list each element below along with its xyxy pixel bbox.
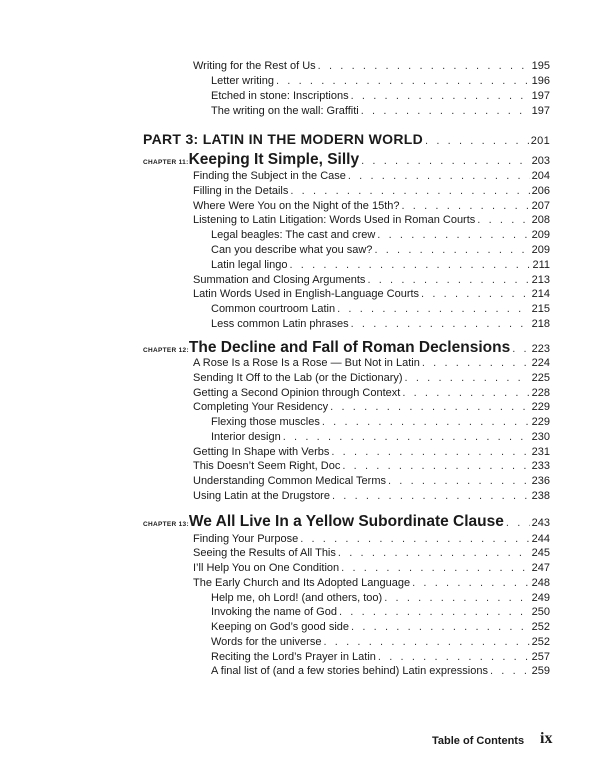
toc-entry-title: A final list of (and a few stories behind) Latin expressions [211, 665, 488, 677]
part-heading[interactable] [143, 131, 550, 149]
toc-entry-title: This Doesn’t Seem Right, Doc [193, 460, 341, 472]
toc-entry-title: Where Were You on the Night of the 15th? [193, 200, 400, 212]
toc-entry-page: 250 [531, 606, 550, 618]
leader-dots [374, 244, 529, 256]
toc-entry[interactable] [193, 533, 550, 548]
toc-entry-title: Sending It Off to the Lab (or the Dictionary) [193, 372, 403, 384]
toc-entry-page: 245 [531, 547, 550, 559]
toc-subentry[interactable] [211, 636, 550, 651]
toc-subentry[interactable] [211, 606, 550, 621]
toc-entry-title: Getting a Second Opinion through Context [193, 387, 401, 399]
toc-entry-page: 252 [531, 621, 550, 633]
toc-entry[interactable] [193, 288, 550, 303]
toc-entry-page: 231 [531, 446, 550, 458]
toc-entry-page: 204 [531, 170, 550, 182]
toc-entry-title: Finding the Subject in the Case [193, 170, 346, 182]
toc-entry-title: Seeing the Results of All This [193, 547, 336, 559]
toc-subentry[interactable] [211, 621, 550, 636]
leader-dots [384, 592, 529, 604]
toc-subentry[interactable] [211, 416, 550, 431]
leader-dots [351, 318, 530, 330]
toc-entry-page: 233 [531, 460, 550, 472]
toc-entry[interactable] [193, 562, 550, 577]
toc-entry-title: Finding Your Purpose [193, 533, 299, 545]
toc-entry-page: 257 [531, 651, 550, 663]
toc-entry-page: 197 [531, 90, 550, 102]
leader-dots [337, 303, 530, 315]
toc-entry-page: 224 [531, 357, 550, 369]
chapter-page: 203 [531, 155, 550, 167]
toc-entry-page: 252 [531, 636, 550, 648]
toc-subentry[interactable] [211, 90, 550, 105]
leader-dots [276, 75, 530, 87]
toc-entry-page: 195 [531, 60, 550, 72]
toc-subentry[interactable] [211, 244, 550, 259]
toc-entry-page: 209 [531, 229, 550, 241]
toc-entry-title: Keeping on God’s good side [211, 621, 350, 633]
toc-entry[interactable] [193, 490, 550, 505]
chapter-title: Keeping It Simple, Silly [188, 151, 360, 168]
toc-subentry[interactable] [211, 303, 550, 318]
toc-subentry[interactable] [211, 431, 550, 446]
toc-entry-title: The Early Church and Its Adopted Language [193, 577, 411, 589]
toc-entry[interactable] [193, 387, 550, 402]
toc-entry-page: 218 [531, 318, 550, 330]
toc-subentry[interactable] [211, 651, 550, 666]
toc-entry-page: 211 [532, 259, 550, 271]
part-page: 201 [530, 135, 550, 147]
leader-dots [405, 372, 530, 384]
toc-entry-title: Latin legal lingo [211, 259, 288, 271]
leader-dots [425, 135, 529, 147]
leader-dots [402, 387, 529, 399]
toc-entry[interactable] [193, 170, 550, 185]
toc-entry-page: 249 [531, 592, 550, 604]
toc-entry-title: Words for the universe [211, 636, 322, 648]
chapter-label: CHAPTER 13: [143, 521, 189, 528]
toc-entry-title: Listening to Latin Litigation: Words Used in Roman Courts [193, 214, 476, 226]
toc-entry[interactable] [193, 60, 550, 75]
leader-dots [378, 651, 530, 663]
toc-entry-title: Legal beagles: The cast and crew [211, 229, 376, 241]
toc-entry-page: 238 [531, 490, 550, 502]
toc-entry-title: A Rose Is a Rose Is a Rose — But Not in Latin [193, 357, 420, 369]
toc-entry-page: 229 [531, 401, 550, 413]
toc-entry-title: Summation and Closing Arguments [193, 274, 366, 286]
toc-subentry[interactable] [211, 318, 550, 333]
leader-dots [341, 562, 529, 574]
toc-subentry[interactable] [211, 259, 550, 274]
toc-subentry[interactable] [211, 592, 550, 607]
chapter-page: 243 [531, 517, 550, 529]
toc-entry-title: Can you describe what you saw? [211, 244, 373, 256]
toc-entry-title: Less common Latin phrases [211, 318, 349, 330]
toc-subentry[interactable] [211, 105, 550, 120]
toc-entry-page: 215 [531, 303, 550, 315]
leader-dots [351, 90, 530, 102]
leader-dots [422, 357, 530, 369]
leader-dots [322, 416, 530, 428]
leader-dots [342, 460, 529, 472]
leader-dots [402, 200, 530, 212]
chapter-label: CHAPTER 11: [143, 159, 189, 166]
leader-dots [361, 155, 530, 167]
toc-entry[interactable] [193, 200, 550, 215]
toc-entry-page: 225 [531, 372, 550, 384]
leader-dots [367, 274, 529, 286]
toc-entry[interactable] [193, 475, 550, 490]
toc-entry-title: Reciting the Lord’s Prayer in Latin [211, 651, 376, 663]
leader-dots [339, 606, 530, 618]
toc-entry-page: 208 [531, 214, 550, 226]
leader-dots [351, 621, 530, 633]
leader-dots [338, 547, 530, 559]
toc-entry[interactable] [193, 460, 550, 475]
leader-dots [331, 446, 529, 458]
toc-entry-page: 214 [531, 288, 550, 300]
toc-entry-page: 247 [531, 562, 550, 574]
leader-dots [348, 170, 530, 182]
toc-entry[interactable] [193, 372, 550, 387]
toc-entry[interactable] [193, 401, 550, 416]
toc-entry-title: Help me, oh Lord! (and others, too) [211, 592, 383, 604]
toc-entry[interactable] [193, 547, 550, 562]
toc-entry-title: Latin Words Used in English-Language Courts [193, 288, 420, 300]
toc-subentry[interactable] [211, 229, 550, 244]
toc-entry-page: 197 [531, 105, 550, 117]
leader-dots [421, 288, 530, 300]
toc-entry-page: 244 [531, 533, 550, 545]
chapter-heading-11[interactable] [143, 151, 550, 171]
toc-entry-title: Etched in stone: Inscriptions [211, 90, 349, 102]
toc-entry-page: 209 [531, 244, 550, 256]
toc-entry-title: Using Latin at the Drugstore [193, 490, 330, 502]
chapter-label: CHAPTER 12: [143, 347, 189, 354]
toc-entry[interactable] [193, 214, 550, 229]
part-title: PART 3: LATIN IN THE MODERN WORLD [143, 131, 424, 147]
chapter-title: The Decline and Fall of Roman Declensions [188, 339, 511, 356]
leader-dots [290, 185, 529, 197]
leader-dots [412, 577, 530, 589]
toc-entry-title: The writing on the wall: Graffiti [211, 105, 359, 117]
leader-dots [323, 636, 529, 648]
toc-entry[interactable] [193, 185, 550, 200]
toc-entry-page: 206 [531, 185, 550, 197]
leader-dots [477, 214, 529, 226]
toc-entry-title: Understanding Common Medical Terms [193, 475, 386, 487]
leader-dots [490, 665, 530, 677]
toc-entry-page: 228 [531, 387, 550, 399]
toc-entry-page: 229 [531, 416, 550, 428]
toc-entry-title: Flexing those muscles [211, 416, 320, 428]
leader-dots [512, 343, 529, 355]
toc-entry-page: 236 [531, 475, 550, 487]
toc-entry-title: Common courtroom Latin [211, 303, 336, 315]
toc-entry-title: Getting In Shape with Verbs [193, 446, 330, 458]
toc-entry-page: 230 [531, 431, 550, 443]
leader-dots [330, 401, 530, 413]
page-number: ix [540, 730, 553, 747]
toc-entry[interactable] [193, 274, 550, 289]
leader-dots [506, 517, 530, 529]
leader-dots [388, 475, 530, 487]
chapter-page: 223 [531, 343, 550, 355]
toc-entry-page: 259 [531, 665, 550, 677]
leader-dots [300, 533, 529, 545]
leader-dots [289, 259, 530, 271]
leader-dots [332, 490, 530, 502]
toc-subentry[interactable] [211, 665, 550, 680]
toc-entry-title: Filling in the Details [193, 185, 289, 197]
toc-entry-page: 213 [531, 274, 550, 286]
toc-entry-title: Completing Your Residency [193, 401, 329, 413]
toc-entry-title: Interior design [211, 431, 281, 443]
toc-entry[interactable] [193, 577, 550, 592]
leader-dots [318, 60, 530, 72]
running-footer: Table of Contents [432, 735, 525, 747]
toc-entry-title: Invoking the name of God [211, 606, 337, 618]
toc-entry-title: Writing for the Rest of Us [193, 60, 316, 72]
leader-dots [361, 105, 530, 117]
toc-entry-title: Letter writing [211, 75, 274, 87]
leader-dots [283, 431, 530, 443]
toc-entry-page: 248 [531, 577, 550, 589]
toc-entry-title: I’ll Help You on One Condition [193, 562, 340, 574]
toc-subentry[interactable] [211, 75, 550, 90]
toc-entry[interactable] [193, 446, 550, 461]
chapter-heading-13[interactable] [143, 513, 550, 533]
leader-dots [377, 229, 529, 241]
chapter-title: We All Live In a Yellow Subordinate Clause [188, 513, 504, 530]
toc-entry[interactable] [193, 357, 550, 372]
chapter-heading-12[interactable] [143, 339, 550, 359]
toc-entry-page: 196 [531, 75, 550, 87]
toc-entry-page: 207 [531, 200, 550, 212]
